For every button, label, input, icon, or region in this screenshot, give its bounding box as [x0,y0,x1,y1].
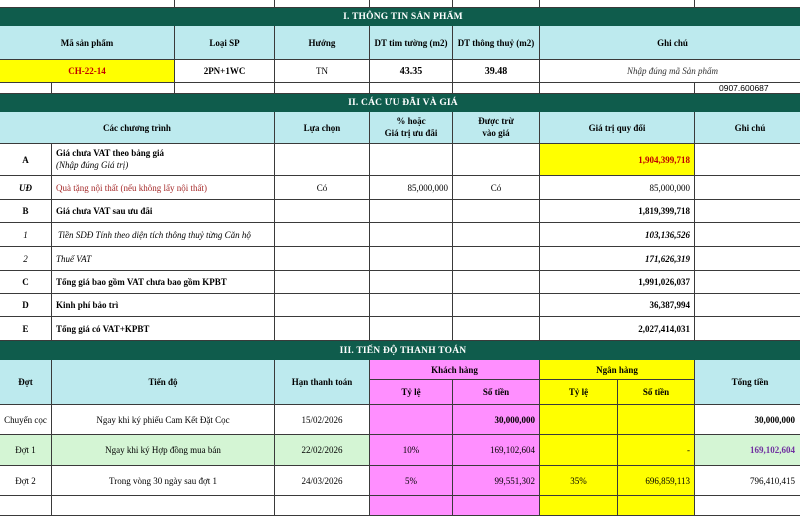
cell[interactable] [275,83,370,94]
header-bank-amount[interactable]: Số tiền [618,380,695,405]
cell[interactable] [52,0,175,8]
row-percent[interactable] [370,223,453,247]
payment-deadline[interactable]: 22/02/2026 [275,435,370,466]
row-choice[interactable]: Có [275,176,370,200]
top-partial-row [0,0,800,8]
cell[interactable] [370,83,453,94]
row-deduct[interactable] [453,247,540,271]
header-note[interactable]: Ghi chú [540,26,800,60]
cell[interactable] [453,83,540,94]
header-bank[interactable]: Ngân hàng [540,360,695,380]
row-value[interactable]: 1,819,399,718 [540,200,695,223]
row-label: Giá chưa VAT theo bảng giá [56,147,165,158]
header-area-clear[interactable]: DT thông thuỷ (m2) [453,26,540,60]
payment-row-phase-1 [0,435,800,466]
header-deadline[interactable]: Hạn thanh toán [275,360,370,405]
payment-row-partial [0,496,800,516]
row-code[interactable]: D [0,294,52,317]
header-product-type[interactable]: Loại SP [175,26,275,60]
cell[interactable] [540,0,695,8]
header-percent[interactable] [370,112,453,144]
row-choice[interactable] [275,200,370,223]
section-1-title: I. THÔNG TIN SẢN PHẨM [0,8,800,27]
row-value[interactable]: 103,136,526 [540,223,695,247]
section-3-header-row [0,360,800,405]
row-deduct[interactable] [453,223,540,247]
cell[interactable] [540,496,618,516]
row-value[interactable]: 1,904,399,718 [540,144,695,176]
product-note-cell[interactable]: Nhập đúng mã Sản phẩm [540,60,800,83]
payment-total[interactable]: 796,410,415 [695,466,800,496]
section-3-title: III. TIẾN ĐỘ THANH TOÁN [0,341,800,361]
row-label[interactable]: Kinh phí bảo trì [52,294,275,317]
customer-rate[interactable]: 10% [370,435,453,466]
bank-rate[interactable]: 35% [540,466,618,496]
payment-progress[interactable]: Ngay khi ký Hợp đồng mua bán [52,435,275,466]
row-note[interactable] [695,223,800,247]
row-choice[interactable] [275,223,370,247]
cell[interactable] [275,496,370,516]
payment-phase[interactable]: Đợt 2 [0,466,52,496]
row-code[interactable]: B [0,200,52,223]
price-row-c [0,271,800,294]
row-value[interactable]: 85,000,000 [540,176,695,200]
row-deduct[interactable] [453,317,540,341]
payment-phase[interactable]: Chuyển cọc [0,405,52,435]
header-phase[interactable]: Đợt [0,360,52,405]
phone-number-cell[interactable]: 0907.600687 [695,83,800,94]
cell[interactable] [0,496,52,516]
header-progress[interactable]: Tiến độ [52,360,275,405]
header-programs[interactable]: Các chương trình [0,112,275,144]
cell[interactable] [52,496,275,516]
row-value[interactable]: 36,387,994 [540,294,695,317]
cell[interactable] [453,0,540,8]
row-value[interactable]: 171,626,319 [540,247,695,271]
phone-row [0,83,800,94]
price-row-e [0,317,800,341]
row-code[interactable]: A [0,144,52,176]
row-percent[interactable] [370,200,453,223]
row-code[interactable]: 2 [0,247,52,271]
section-2-header-row [0,112,800,144]
price-row-b [0,200,800,223]
row-label[interactable]: Giá chưa VAT sau ưu đãi [52,200,275,223]
bank-amount[interactable] [618,405,695,435]
header-direction[interactable]: Hướng [275,26,370,60]
payment-row-deposit [0,405,800,435]
header-customer-amount[interactable]: Số tiền [453,380,540,405]
cell[interactable] [370,496,453,516]
row-label[interactable]: Tổng giá bao gồm VAT chưa bao gồm KPBT [52,271,275,294]
bank-rate[interactable] [540,405,618,435]
section-1-header-row [0,26,800,60]
header-customer[interactable]: Khách hàng [370,360,540,380]
cell[interactable] [175,83,275,94]
header-choice[interactable]: Lựa chọn [275,112,370,144]
row-choice[interactable] [275,144,370,176]
price-row-d [0,294,800,317]
payment-progress[interactable]: Ngay khi ký phiếu Cam Kết Đặt Cọc [52,405,275,435]
row-sublabel: (Nhập đúng Giá trị) [56,159,129,170]
cell[interactable] [695,0,800,8]
price-row-promo [0,176,800,200]
row-label[interactable]: Thuế VAT [52,247,275,271]
row-code[interactable]: E [0,317,52,341]
header-percent-line2: Giá trị ưu đãi [384,127,438,138]
row-deduct[interactable] [453,271,540,294]
customer-rate[interactable]: 5% [370,466,453,496]
row-note[interactable] [695,200,800,223]
bank-amount[interactable]: 696,859,113 [618,466,695,496]
cell[interactable] [618,496,695,516]
price-row-1 [0,223,800,247]
cell[interactable] [540,83,695,94]
bank-amount[interactable]: - [618,435,695,466]
row-deduct[interactable] [453,294,540,317]
row-percent[interactable] [370,317,453,341]
row-label[interactable]: Tổng giá có VAT+KPBT [52,317,275,341]
row-note[interactable] [695,144,800,176]
cell[interactable] [52,83,175,94]
product-area-wall-cell[interactable]: 43.35 [370,60,453,83]
payment-row-phase-2 [0,466,800,496]
header-deduct-line1: Được trừ [478,116,514,127]
product-direction-cell[interactable]: TN [275,60,370,83]
payment-phase[interactable]: Đợt 1 [0,435,52,466]
header-area-wall[interactable]: DT tim tường (m2) [370,26,453,60]
header-product-code[interactable]: Mã sản phẩm [0,26,175,60]
header-bank-rate[interactable]: Tỷ lệ [540,380,618,405]
price-row-a [0,144,800,176]
row-label[interactable]: Tiền SDĐ Tính theo diện tích thông thuỷ từng Căn hộ [52,223,275,247]
cell[interactable] [175,0,275,8]
row-value[interactable]: 1,991,026,037 [540,271,695,294]
row-choice[interactable] [275,294,370,317]
product-type-cell[interactable]: 2PN+1WC [175,60,275,83]
row-choice[interactable] [275,271,370,294]
cell[interactable] [370,0,453,8]
customer-amount[interactable]: 169,102,604 [453,435,540,466]
row-percent[interactable] [370,271,453,294]
product-code-cell[interactable]: CH-22-14 [0,60,175,83]
cell[interactable] [0,83,52,94]
row-label-cell[interactable] [52,144,275,176]
row-percent[interactable] [370,247,453,271]
cell[interactable] [275,0,370,8]
bank-rate[interactable] [540,435,618,466]
section-2-title: II. CÁC ƯU ĐÃI VÀ GIÁ [0,94,800,113]
payment-progress[interactable]: Trong vòng 30 ngày sau đợt 1 [52,466,275,496]
row-code[interactable]: UĐ [0,176,52,200]
row-percent[interactable]: 85,000,000 [370,176,453,200]
row-choice[interactable] [275,317,370,341]
cell[interactable] [0,0,52,8]
row-note[interactable] [695,247,800,271]
payment-deadline[interactable]: 24/03/2026 [275,466,370,496]
row-deduct[interactable]: Có [453,176,540,200]
row-deduct[interactable] [453,144,540,176]
row-percent[interactable] [370,144,453,176]
cell[interactable] [695,496,800,516]
header-deduct-line2: vào giá [482,127,510,138]
row-value[interactable]: 2,027,414,031 [540,317,695,341]
row-note[interactable] [695,294,800,317]
row-percent[interactable] [370,294,453,317]
row-code[interactable]: C [0,271,52,294]
price-row-2 [0,247,800,271]
row-choice[interactable] [275,247,370,271]
header-value[interactable]: Giá trị quy đổi [540,112,695,144]
row-note[interactable] [695,271,800,294]
header-note[interactable]: Ghi chú [695,112,800,144]
header-percent-line1: % hoặc [396,116,426,127]
cell[interactable] [453,496,540,516]
customer-rate[interactable] [370,405,453,435]
header-deduct[interactable] [453,112,540,144]
product-row [0,60,800,83]
customer-amount[interactable]: 99,551,302 [453,466,540,496]
row-deduct[interactable] [453,200,540,223]
payment-total[interactable]: 169,102,604 [695,435,800,466]
header-customer-rate[interactable]: Tỷ lệ [370,380,453,405]
row-label[interactable]: Quà tặng nội thất (nếu không lấy nội thất) [52,176,275,200]
header-total[interactable]: Tổng tiền [695,360,800,405]
customer-amount[interactable]: 30,000,000 [453,405,540,435]
row-code[interactable]: 1 [0,223,52,247]
product-area-clear-cell[interactable]: 39.48 [453,60,540,83]
row-note[interactable] [695,317,800,341]
payment-total[interactable]: 30,000,000 [695,405,800,435]
row-note[interactable] [695,176,800,200]
payment-deadline[interactable]: 15/02/2026 [275,405,370,435]
